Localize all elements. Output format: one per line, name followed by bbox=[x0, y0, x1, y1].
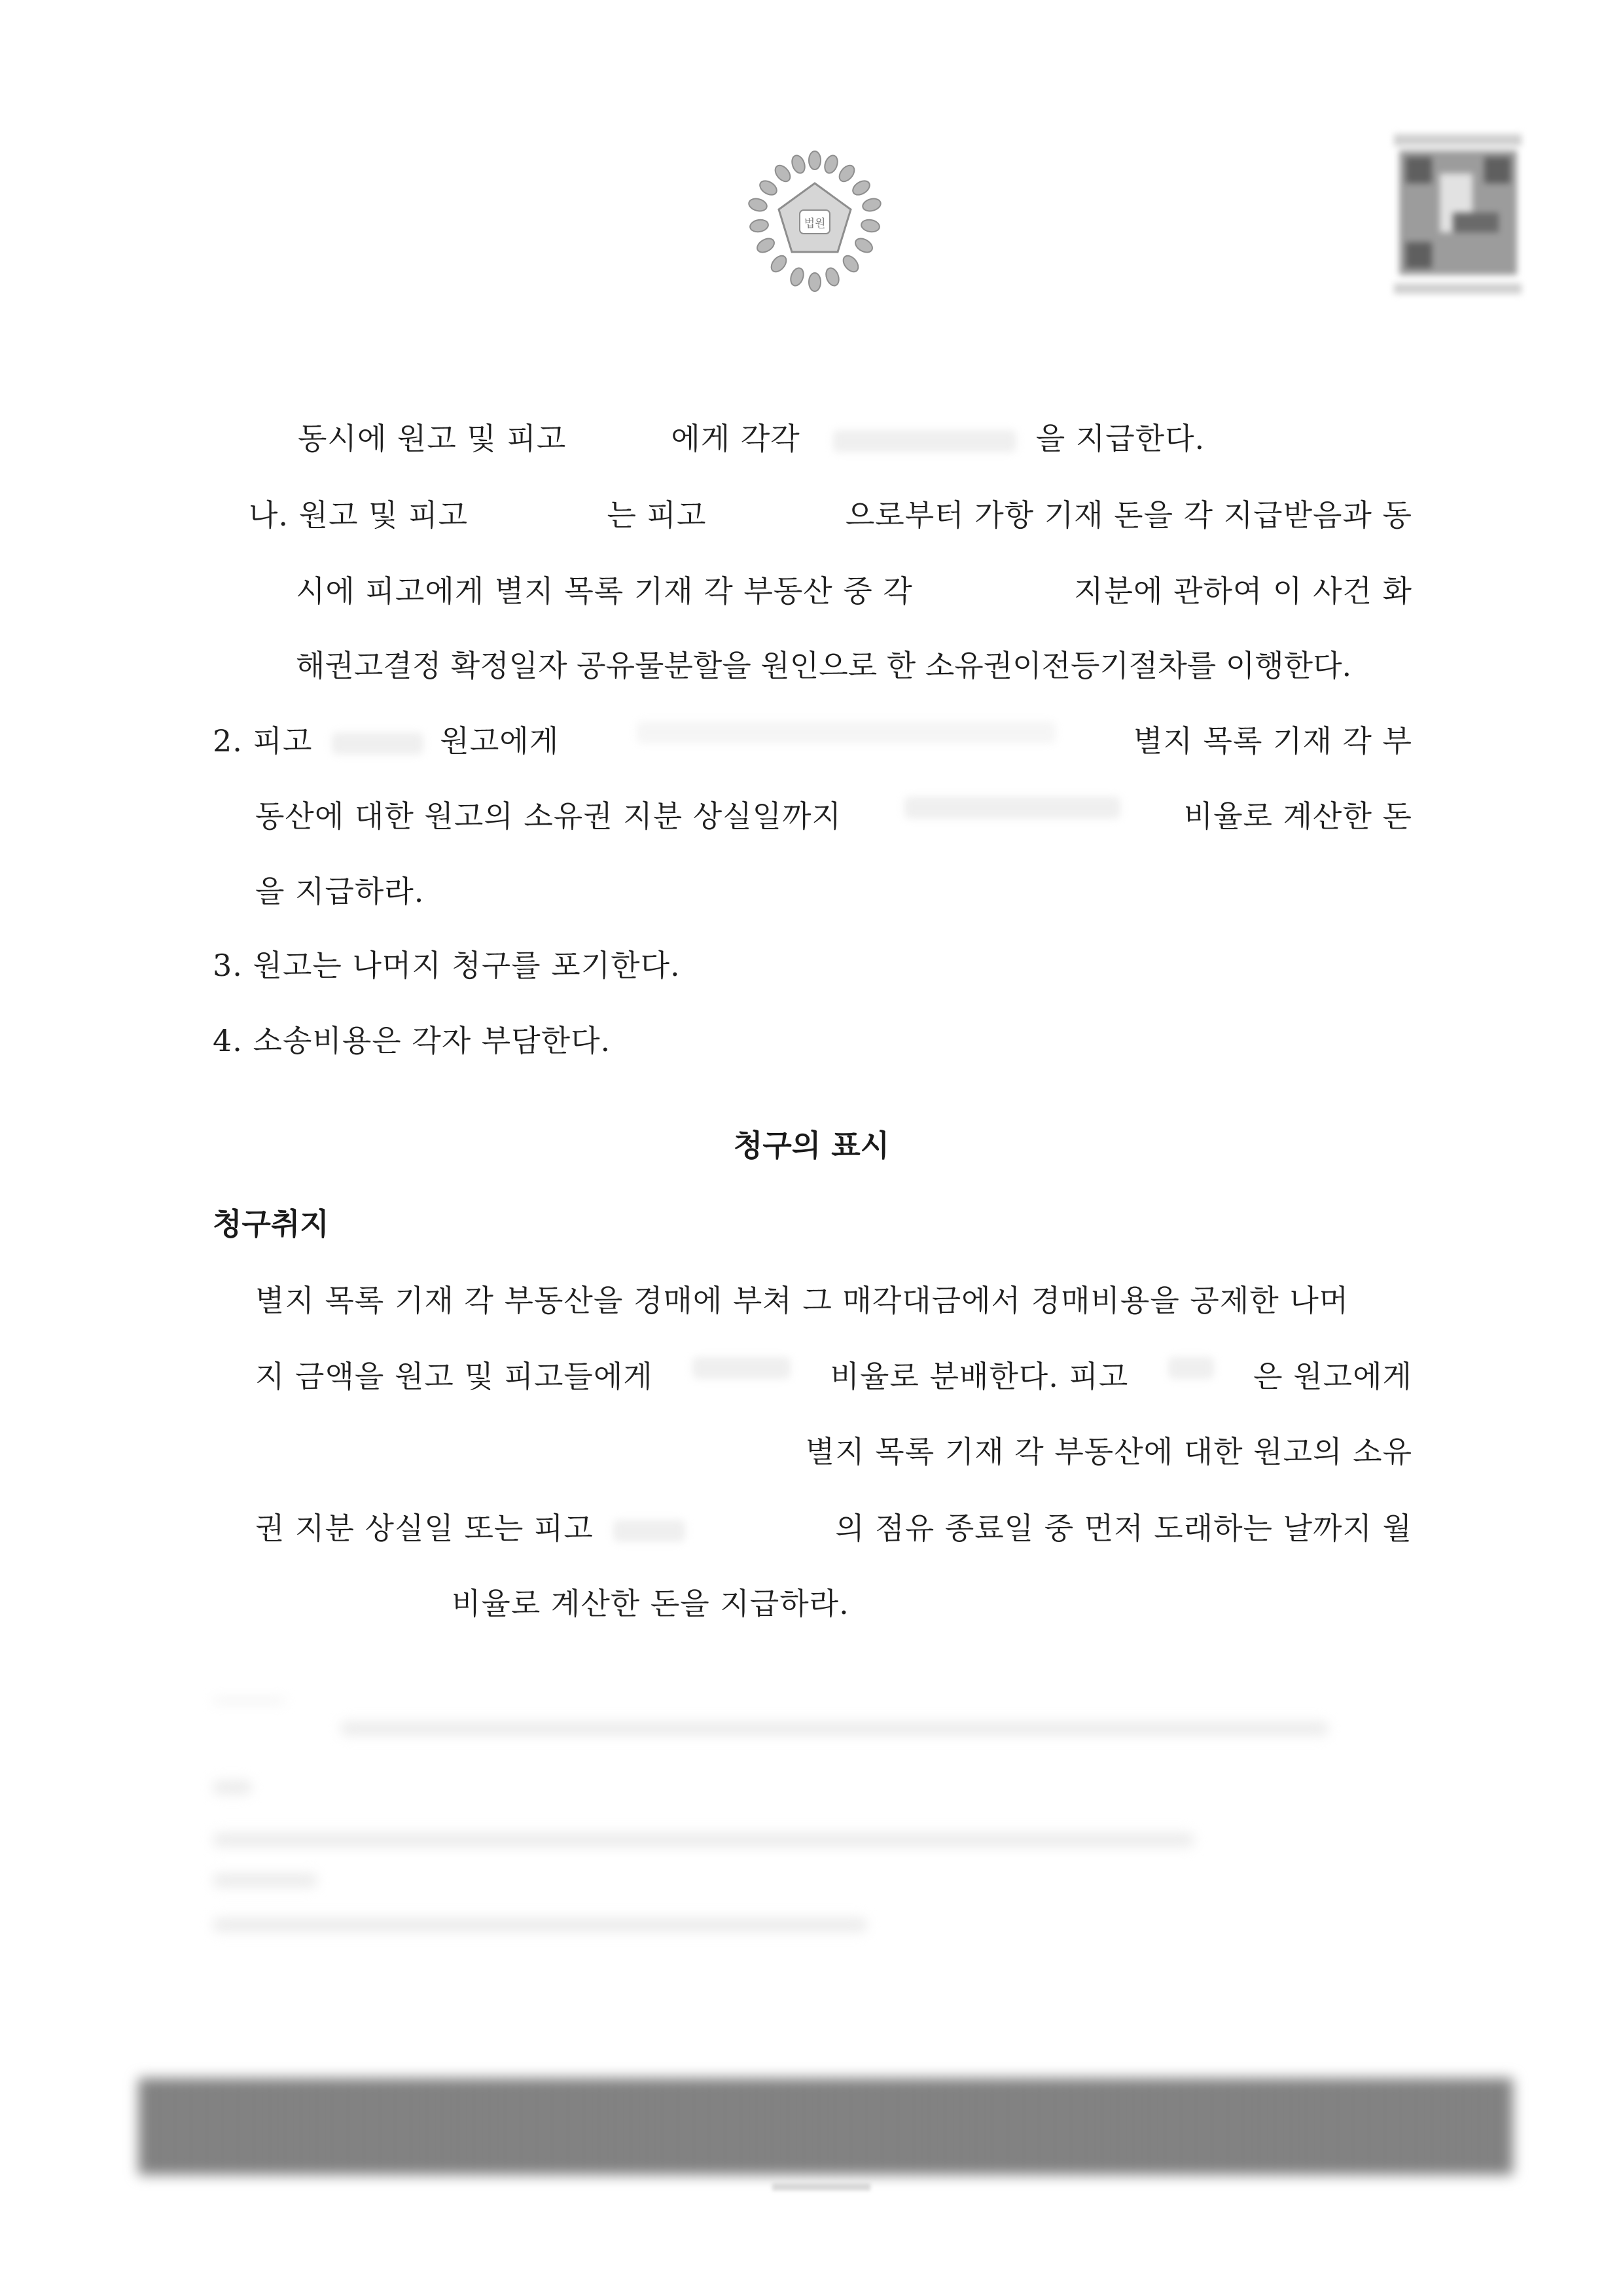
decision-line-1 bbox=[298, 419, 1205, 458]
item-2-line-2-part-a: 동산에 대한 원고의 소유권 지분 상실일까지 bbox=[255, 798, 842, 834]
item-na-line-1-part-c: 으로부터 가항 기재 돈을 각 지급받음과 동 bbox=[845, 497, 1412, 533]
footer-note bbox=[772, 2183, 870, 2191]
claim-purpose-heading: 청구취지 bbox=[213, 1206, 329, 1242]
court-seal-label: 법원 bbox=[804, 217, 826, 230]
footnote-line bbox=[340, 1721, 1329, 1736]
claim-line-2 bbox=[255, 1357, 1412, 1396]
item-2-line-1-part-c: 별지 목록 기재 각 부 bbox=[1133, 723, 1412, 759]
redacted-name bbox=[613, 1520, 685, 1542]
item-na-line-2 bbox=[296, 571, 1412, 611]
footnote-line bbox=[213, 1918, 867, 1932]
claim-line-2-part-a: 지 금액을 원고 및 피고들에게 bbox=[255, 1359, 653, 1394]
court-seal-emblem bbox=[740, 147, 890, 298]
decision-line-1-part-b: 에게 각각 bbox=[671, 421, 800, 456]
decision-line-1-part-c: 을 지급한다. bbox=[1035, 421, 1205, 456]
item-na-line-3: 해권고결정 확정일자 공유물분할을 원인으로 한 소유권이전등기절차를 이행한다. bbox=[296, 648, 1352, 683]
redacted-period bbox=[637, 721, 1056, 744]
item-2-line-2-part-b: 비율로 계산한 돈 bbox=[1183, 798, 1412, 834]
item-na-line-1 bbox=[249, 495, 1412, 535]
claim-section-title: 청구의 표시 bbox=[733, 1128, 890, 1163]
item-4: 4. 소송비용은 각자 부담한다. bbox=[213, 1023, 611, 1058]
decision-line-1-part-a: 동시에 원고 및 피고 bbox=[298, 421, 567, 456]
claim-line-3 bbox=[255, 1432, 1412, 1471]
claim-line-5-text: 비율로 계산한 돈을 지급하라. bbox=[452, 1586, 849, 1621]
claim-line-2-part-c: 은 원고에게 bbox=[1253, 1359, 1412, 1394]
item-2-line-2 bbox=[255, 797, 1412, 836]
item-2-line-1 bbox=[213, 721, 1412, 761]
claim-line-1: 별지 목록 기재 각 부동산을 경매에 부쳐 그 매각대금에서 경매비용을 공제한 나머 bbox=[255, 1283, 1349, 1318]
item-na-line-2-part-b: 지분에 관하여 이 사건 화 bbox=[1074, 573, 1412, 609]
claim-line-4-part-a: 권 지분 상실일 또는 피고 bbox=[255, 1511, 594, 1546]
claim-line-5 bbox=[452, 1584, 849, 1623]
item-2-line-1-part-b: 원고에게 bbox=[440, 723, 560, 759]
claim-line-3-text: 별지 목록 기재 각 부동산에 대한 원고의 소유 bbox=[805, 1434, 1412, 1469]
footnote-rule bbox=[213, 1699, 285, 1703]
claim-line-4 bbox=[255, 1509, 1412, 1548]
redacted-ratio bbox=[692, 1357, 791, 1379]
footer-security-band bbox=[139, 2078, 1513, 2175]
redacted-name bbox=[1168, 1357, 1214, 1379]
item-3: 3. 원고는 나머지 청구를 포기한다. bbox=[213, 948, 681, 983]
redacted-name bbox=[332, 732, 423, 755]
footnote-line bbox=[213, 1833, 1194, 1847]
item-na-line-1-part-b: 는 피고 bbox=[607, 497, 707, 533]
claim-line-4-part-b: 의 점유 종료일 중 먼저 도래하는 날까지 월 bbox=[835, 1511, 1412, 1546]
item-2-line-1-part-a: 2. 피고 bbox=[213, 723, 313, 759]
claim-line-2-part-b: 비율로 분배한다. 피고 bbox=[830, 1359, 1129, 1394]
item-na-line-1-part-a: 나. 원고 및 피고 bbox=[249, 497, 469, 533]
footnote-line bbox=[213, 1873, 317, 1888]
item-na-line-2-part-a: 시에 피고에게 별지 목록 기재 각 부동산 중 각 bbox=[296, 573, 913, 609]
footnote-line bbox=[213, 1780, 252, 1795]
redacted-amount bbox=[833, 430, 1016, 452]
qr-code-image bbox=[1394, 134, 1522, 298]
redacted-rate bbox=[904, 797, 1120, 819]
item-2-line-3: 을 지급하라. bbox=[255, 874, 425, 909]
